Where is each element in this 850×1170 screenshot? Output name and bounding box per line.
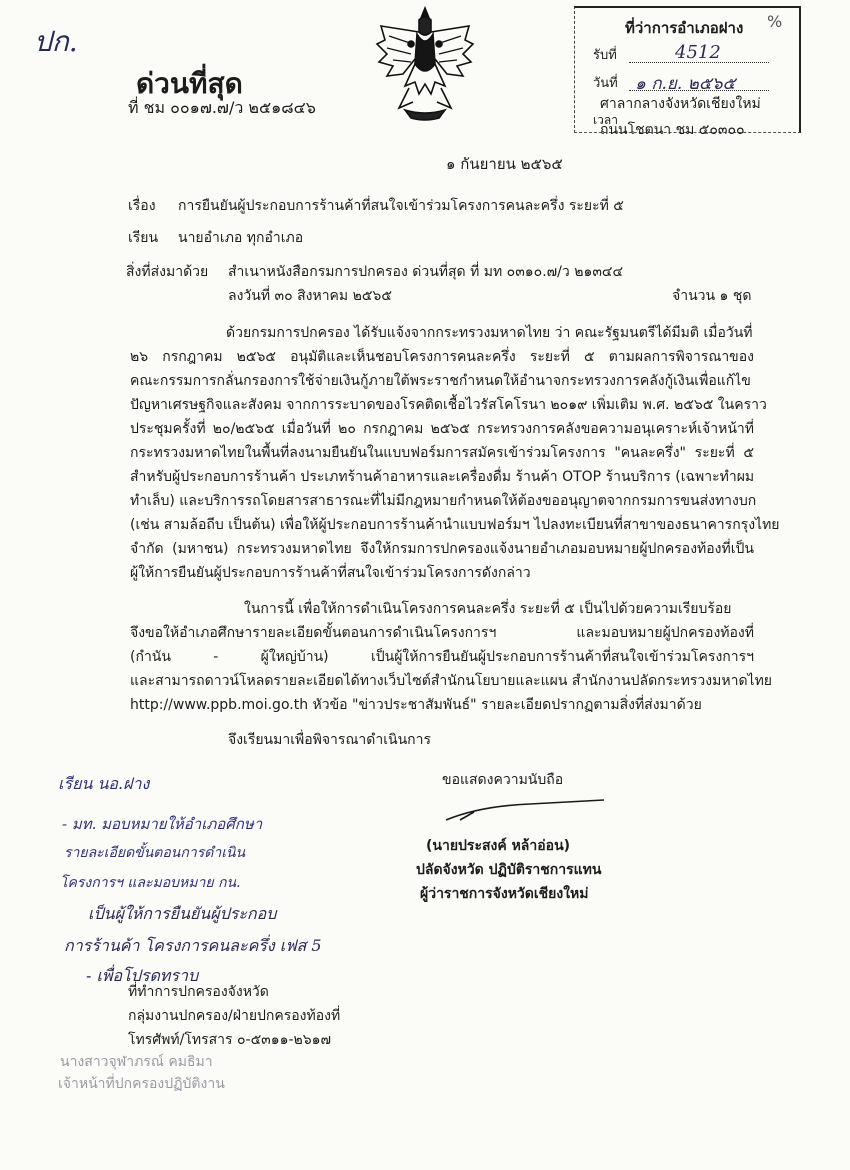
attachment-line-1: สำเนาหนังสือกรมการปกครอง ด่วนที่สุด ที่ มท ๐๓๑๐.๗/ว ๒๑๓๔๔ (228, 264, 624, 280)
body-line: http://www.ppb.moi.go.th หัวข้อ "ข่าวประชาสัมพันธ์" รายละเอียดปรากฏตามสิ่งที่ส่งมาด้วย (130, 697, 702, 713)
body-line: จึงขอให้อำเภอศึกษารายละเอียดขั้นตอนการดำเนินโครงการฯ และมอบหมายผู้ปกครองท้องที่ (130, 625, 754, 641)
body-line: ผู้ให้การยืนยันผู้ประกอบการร้านค้าที่สนใจเข้าร่วมโครงการดังกล่าว (130, 565, 531, 581)
recipient-label: เรียน (128, 230, 159, 246)
stamp-date-value: ๑ ก.ย. ๒๕๖๕ (635, 74, 736, 94)
handwritten-line: โครงการฯ และมอบหมาย กน. (60, 875, 241, 891)
corner-handwritten-note: ปก. (34, 25, 78, 58)
footer-division: กลุ่มงานปกครอง/ฝ่ายปกครองท้องที่ (128, 1008, 341, 1024)
body-line: ปัญหาเศรษฐกิจและสังคม จากการระบาดของโรคติดเชื้อไวรัสโคโรนา ๒๐๑๙ เพิ่มเติม พ.ศ. ๒๕๖๕ ในคราว (130, 397, 767, 413)
stamp-recv-label: รับที่ (593, 48, 617, 63)
signer-title-2: ผู้ว่าราชการจังหวัดเชียงใหม่ (420, 886, 589, 902)
stamp-recv-number: 4512 (675, 42, 721, 63)
body-line: ในการนี้ เพื่อให้การดำเนินโครงการคนละครึ่ง ระยะที่ ๕ เป็นไปด้วยความเรียบร้อย (244, 601, 732, 617)
body-line: (เช่น สามล้อถีบ เป็นต้น) เพื่อให้ผู้ประกอบการร้านค้านำแบบฟอร์มฯ ไปลงทะเบียนที่สาขาของธนาคารกรุงไทย (130, 517, 780, 533)
attachment-label: สิ่งที่ส่งมาด้วย (126, 264, 209, 280)
document-date: ๑ กันยายน ๒๕๖๕ (446, 155, 563, 173)
body-line: ด้วยกรมการปกครอง ได้รับแจ้งจากกระทรวงมหาดไทย ว่า คณะรัฐมนตรีได้มีมติ เมื่อวันที่ (226, 325, 753, 341)
sender-office: ศาลากลางจังหวัดเชียงใหม่ (600, 96, 761, 112)
stamp-mark: % (767, 12, 783, 31)
sender-street: ถนนโชตนา ชม ๕๐๓๐๐ (600, 122, 745, 138)
signer-title-1: ปลัดจังหวัด ปฏิบัติราชการแทน (416, 862, 602, 878)
handwritten-line: รายละเอียดขั้นตอนการดำเนิน (64, 845, 246, 861)
handwritten-line: - มท. มอบหมายให้อำเภอศึกษา (62, 815, 263, 833)
body-line: ทำเล็บ) และบริการรถโดยสารสาธารณะที่ไม่มีกฎหมายกำหนดให้ต้องขออนุญาตจากกรมการขนส่งทางบก (130, 493, 757, 509)
body-line: และสามารถดาวน์โหลดรายละเอียดได้ทางเว็บไซต์สำนักนโยบายและแผน สำนักงานปลัดกระทรวงมหาดไทย (130, 673, 773, 689)
handwritten-line: การร้านค้า โครงการคนละครึ่ง เฟส 5 (64, 936, 322, 955)
footer-office: ที่ทำการปกครองจังหวัด (128, 984, 269, 1000)
garuda-emblem (375, 4, 475, 122)
attachment-line-2: ลงวันที่ ๓๐ สิงหาคม ๒๕๖๕ (228, 288, 392, 304)
document-number: ที่ ชม ๐๐๑๗.๗/ว ๒๕๑๘๔๖ (128, 98, 316, 117)
body-line: (กำนัน - ผู้ใหญ่บ้าน) เป็นผู้ให้การยืนยันผู้ประกอบการร้านค้าที่สนใจเข้าร่วมโครงการฯ (130, 649, 754, 665)
body-line: ๒๖ กรกฎาคม ๒๕๖๕ อนุมัติและเห็นชอบโครงการคนละครึ่ง ระยะที่ ๕ ตามผลการพิจารณาของ (130, 349, 754, 365)
signature-scribble (440, 790, 610, 830)
body-line: กระทรวงมหาดไทยในพื้นที่ลงนามยืนยันในแบบฟอร์มการสมัครเข้าร่วมโครงการ "คนละครึ่ง" ระยะที่ ๕ (130, 445, 754, 461)
signer-name: (นายประสงค์ หล้าอ่อน) (426, 838, 571, 854)
closing-salutation: ขอแสดงความนับถือ (442, 772, 564, 788)
stamp-office: ที่ว่าการอำเภอฝาง (625, 19, 744, 37)
recipient-text: นายอำเภอ ทุกอำเภอ (178, 230, 304, 246)
footer-phone: โทรศัพท์/โทรสาร ๐-๕๓๑๑-๒๖๑๗ (128, 1032, 332, 1048)
body-line: จำกัด (มหาชน) กระทรวงมหาดไทย จึงให้กรมการปกครองแจ้งนายอำเภอมอบหมายผู้ปกครองท้องที่เป็น (130, 541, 754, 557)
subject-label: เรื่อง (128, 198, 156, 214)
stamp-time-label: เวลา (593, 113, 618, 127)
body-line: คณะกรรมการกลั่นกรองการใช้จ่ายเงินกู้ภายใต้พระราชกำหนดให้อำนาจกระทรวงการคลังกู้เงินเพื่อแก้ไข (130, 373, 751, 389)
subject-text: การยืนยันผู้ประกอบการร้านค้าที่สนใจเข้าร่วมโครงการคนละครึ่ง ระยะที่ ๕ (178, 198, 624, 214)
urgency-label: ด่วนที่สุด (136, 67, 243, 100)
handwritten-line: เรียน นอ.ฝาง (58, 774, 150, 793)
attachment-quantity: จำนวน ๑ ชุด (672, 288, 752, 304)
handwritten-line: เป็นผู้ให้การยืนยันผู้ประกอบ (88, 904, 277, 923)
footer-faint-officer: นางสาวจุฬาภรณ์ คมธิมา (60, 1054, 213, 1070)
closing-request: จึงเรียนมาเพื่อพิจารณาดำเนินการ (228, 732, 432, 748)
handwritten-line: - เพื่อโปรดทราบ (86, 966, 199, 985)
stamp-date-label: วันที่ (593, 76, 618, 91)
body-line: สำหรับผู้ประกอบการร้านค้า ประเภทร้านค้าอาหารและเครื่องดื่ม ร้านค้า OTOP ร้านบริการ (เฉพาะทำผม (130, 469, 755, 485)
footer-faint-position: เจ้าหน้าที่ปกครองปฏิบัติงาน (58, 1076, 225, 1092)
body-line: ประชุมครั้งที่ ๒๐/๒๕๖๕ เมื่อวันที่ ๒๐ กรกฎาคม ๒๕๖๕ กระทรวงการคลังขอความอนุเคราะห์เจ้าหน้าที่ (130, 421, 754, 437)
